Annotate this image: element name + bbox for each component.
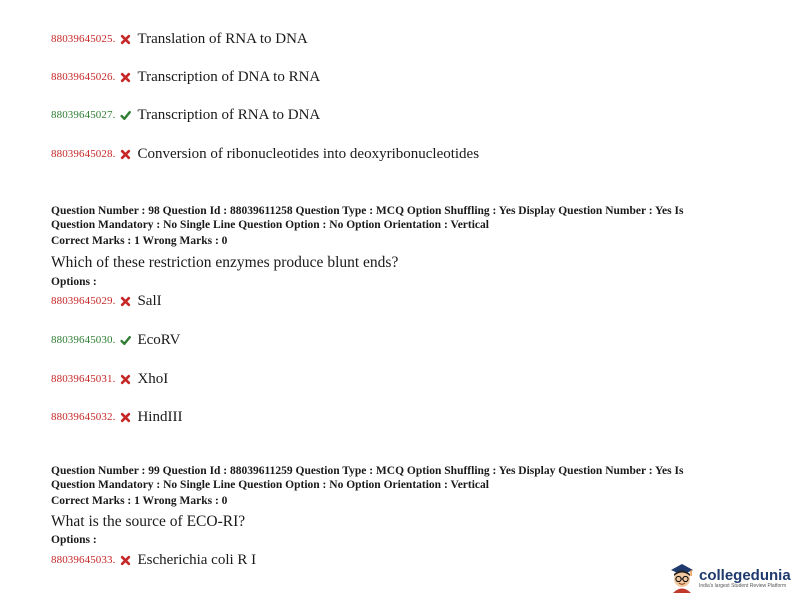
meta-line: Question Number : 99 Question Id : 88039611259 Question Type : MCQ Option Shuffling : Yes Display Question Number : Yes Is: [51, 465, 684, 477]
option-text: HindIII: [137, 408, 183, 425]
check-icon: [120, 110, 131, 121]
option-text: Translation of RNA to DNA: [137, 30, 308, 47]
wrong-icon: [120, 374, 131, 385]
option-id: 88039645028.: [51, 148, 116, 160]
option-text: Conversion of ribonucleotides into deoxyribonucleotides: [137, 145, 480, 162]
option-text: SalI: [137, 292, 162, 309]
collegedunia-logo: [668, 563, 791, 593]
check-icon: [120, 335, 131, 346]
option-text: Transcription of DNA to RNA: [137, 68, 321, 85]
option-row: [51, 67, 320, 87]
option-id: 88039645029.: [51, 295, 116, 307]
mascot-icon: [668, 563, 696, 593]
options-label: Options :: [51, 276, 97, 288]
option-row: [51, 29, 308, 49]
option-text: EcoRV: [137, 331, 181, 348]
brand-tagline: India's largest Student Review Platform: [699, 582, 787, 589]
wrong-icon: [120, 412, 131, 423]
wrong-icon: [120, 149, 131, 160]
option-id: 88039645033.: [51, 554, 116, 566]
question-text: What is the source of ECO-RI?: [51, 513, 246, 530]
marks-line: Correct Marks : 1 Wrong Marks : 0: [51, 495, 228, 507]
wrong-icon: [120, 555, 131, 566]
meta-line: Question Mandatory : No Single Line Question Option : No Option Orientation : Vertical: [51, 219, 489, 231]
option-id: 88039645030.: [51, 334, 116, 346]
option-row: [51, 105, 320, 125]
options-label: Options :: [51, 534, 97, 546]
question-meta: [51, 204, 751, 248]
question-text: Which of these restriction enzymes produce blunt ends?: [51, 254, 399, 271]
option-id: 88039645025.: [51, 33, 116, 45]
option-text: XhoI: [137, 370, 169, 387]
marks-line: Correct Marks : 1 Wrong Marks : 0: [51, 235, 228, 247]
option-row: [51, 407, 182, 427]
option-row: [51, 330, 180, 350]
question-meta: [51, 464, 751, 508]
option-row: [51, 144, 479, 164]
wrong-icon: [120, 296, 131, 307]
brand-name: collegedunia: [699, 566, 791, 584]
option-row: [51, 369, 168, 389]
option-text: Escherichia coli R I: [137, 551, 257, 568]
wrong-icon: [120, 34, 131, 45]
option-id: 88039645032.: [51, 411, 116, 423]
option-text: Transcription of RNA to DNA: [137, 106, 321, 123]
meta-line: Question Mandatory : No Single Line Question Option : No Option Orientation : Vertical: [51, 479, 489, 491]
option-row: [51, 550, 256, 570]
option-id: 88039645027.: [51, 109, 116, 121]
option-id: 88039645026.: [51, 71, 116, 83]
option-row: [51, 291, 162, 311]
meta-line: Question Number : 98 Question Id : 88039611258 Question Type : MCQ Option Shuffling : Yes Display Question Number : Yes Is: [51, 205, 684, 217]
wrong-icon: [120, 72, 131, 83]
option-id: 88039645031.: [51, 373, 116, 385]
